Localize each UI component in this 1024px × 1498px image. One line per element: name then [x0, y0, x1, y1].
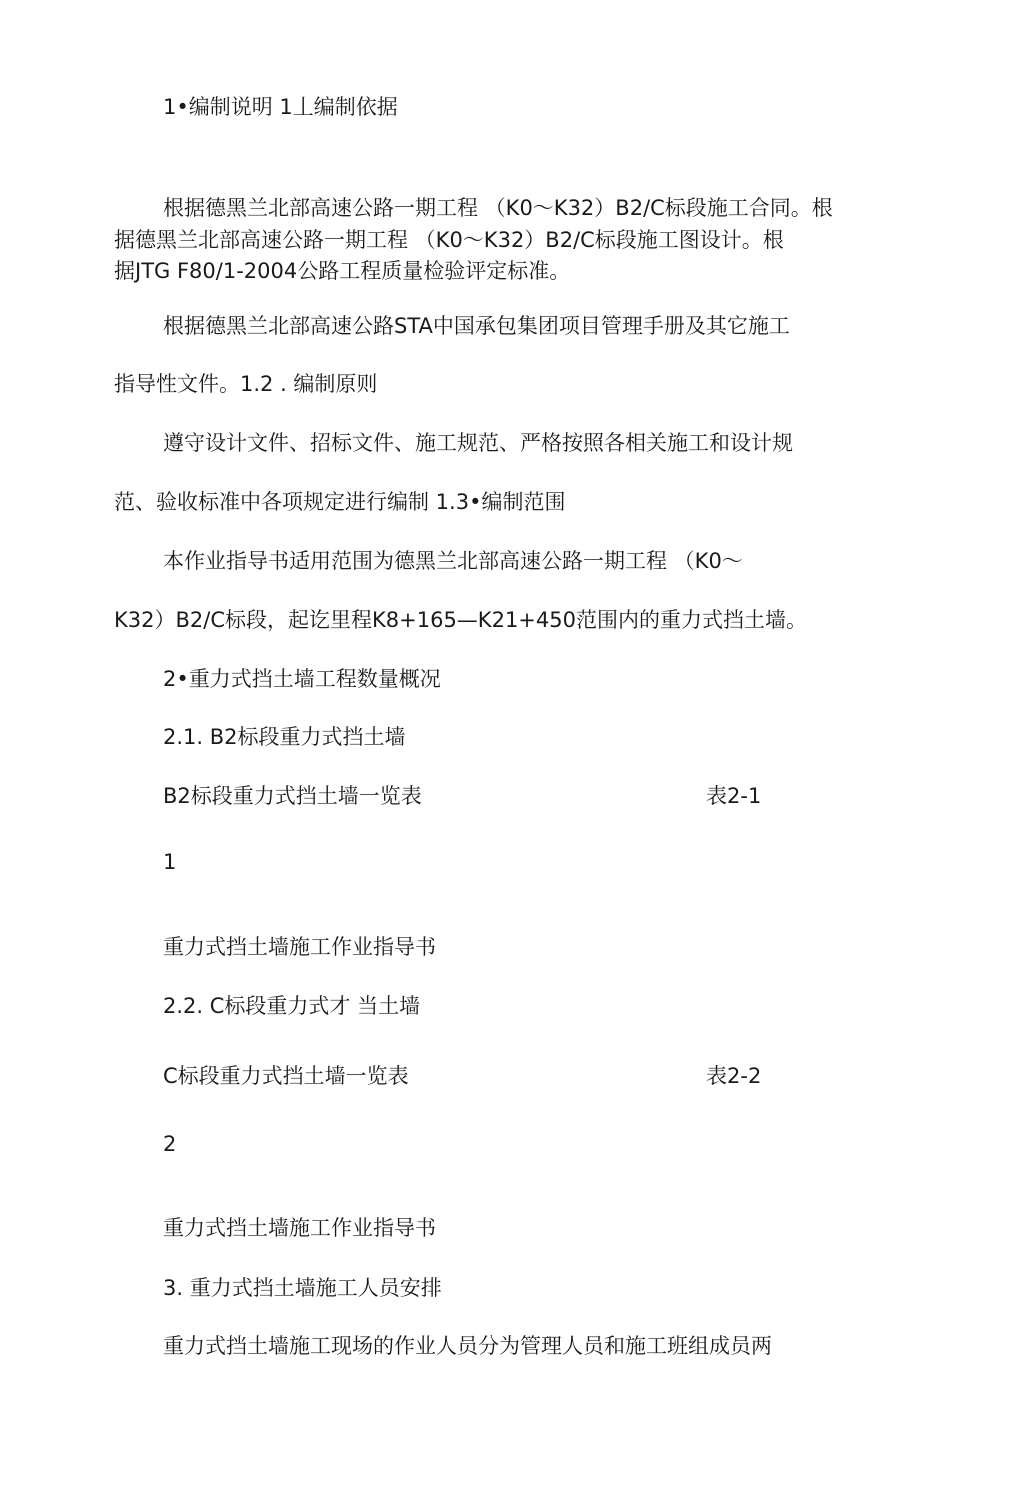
subsection-heading-2-1: 2.1. B2标段重力式挡土墙	[163, 725, 406, 749]
scope-paragraph-line-2: K32）B2/C标段，起讫里程K8+165—K21+450范围内的重力式挡土墙。	[114, 608, 807, 632]
table-2-2-number: 表2-2	[706, 1064, 762, 1088]
running-header: 重力式挡土墙施工作业指导书	[163, 1216, 436, 1240]
running-header: 重力式挡土墙施工作业指导书	[163, 935, 436, 959]
basis-paragraph-line-3: 据JTG F80/1-2004公路工程质量检验评定标准。	[114, 259, 571, 283]
table-2-2-caption: C标段重力式挡土墙一览表	[163, 1064, 409, 1088]
basis-paragraph-line-5: 指导性文件。1.2 . 编制原则	[114, 372, 378, 396]
section-heading-1: 1•编制说明 1丄编制依据	[163, 95, 398, 119]
table-2-1-number: 表2-1	[706, 784, 762, 808]
principle-paragraph-line-2: 范、验收标准中各项规定进行编制 1.3•编制范围	[114, 490, 566, 514]
basis-paragraph-line-1: 根据德黑兰北部高速公路一期工程 （K0〜K32）B2/C标段施工合同。根	[163, 196, 833, 220]
section-heading-2: 2•重力式挡土墙工程数量概况	[163, 667, 441, 691]
staff-paragraph-line-1: 重力式挡土墙施工现场的作业人员分为管理人员和施工班组成员两	[163, 1334, 772, 1358]
scope-paragraph-line-1: 本作业指导书适用范围为德黑兰北部高速公路一期工程 （K0〜	[163, 549, 743, 573]
subsection-heading-2-2: 2.2. C标段重力式才 当土墙	[163, 994, 421, 1018]
basis-paragraph-line-2: 据德黑兰北部高速公路一期工程 （K0〜K32）B2/C标段施工图设计。根	[114, 228, 784, 252]
principle-paragraph-line-1: 遵守设计文件、招标文件、施工规范、严格按照各相关施工和设计规	[163, 431, 793, 455]
basis-paragraph-line-4: 根据德黑兰北部高速公路STA中国承包集团项目管理手册及其它施工	[163, 314, 790, 338]
page-number: 2	[163, 1132, 177, 1156]
section-heading-3: 3. 重力式挡土墙施工人员安排	[163, 1276, 442, 1300]
page-number: 1	[163, 850, 177, 874]
table-2-1-caption: B2标段重力式挡土墙一览表	[163, 784, 422, 808]
